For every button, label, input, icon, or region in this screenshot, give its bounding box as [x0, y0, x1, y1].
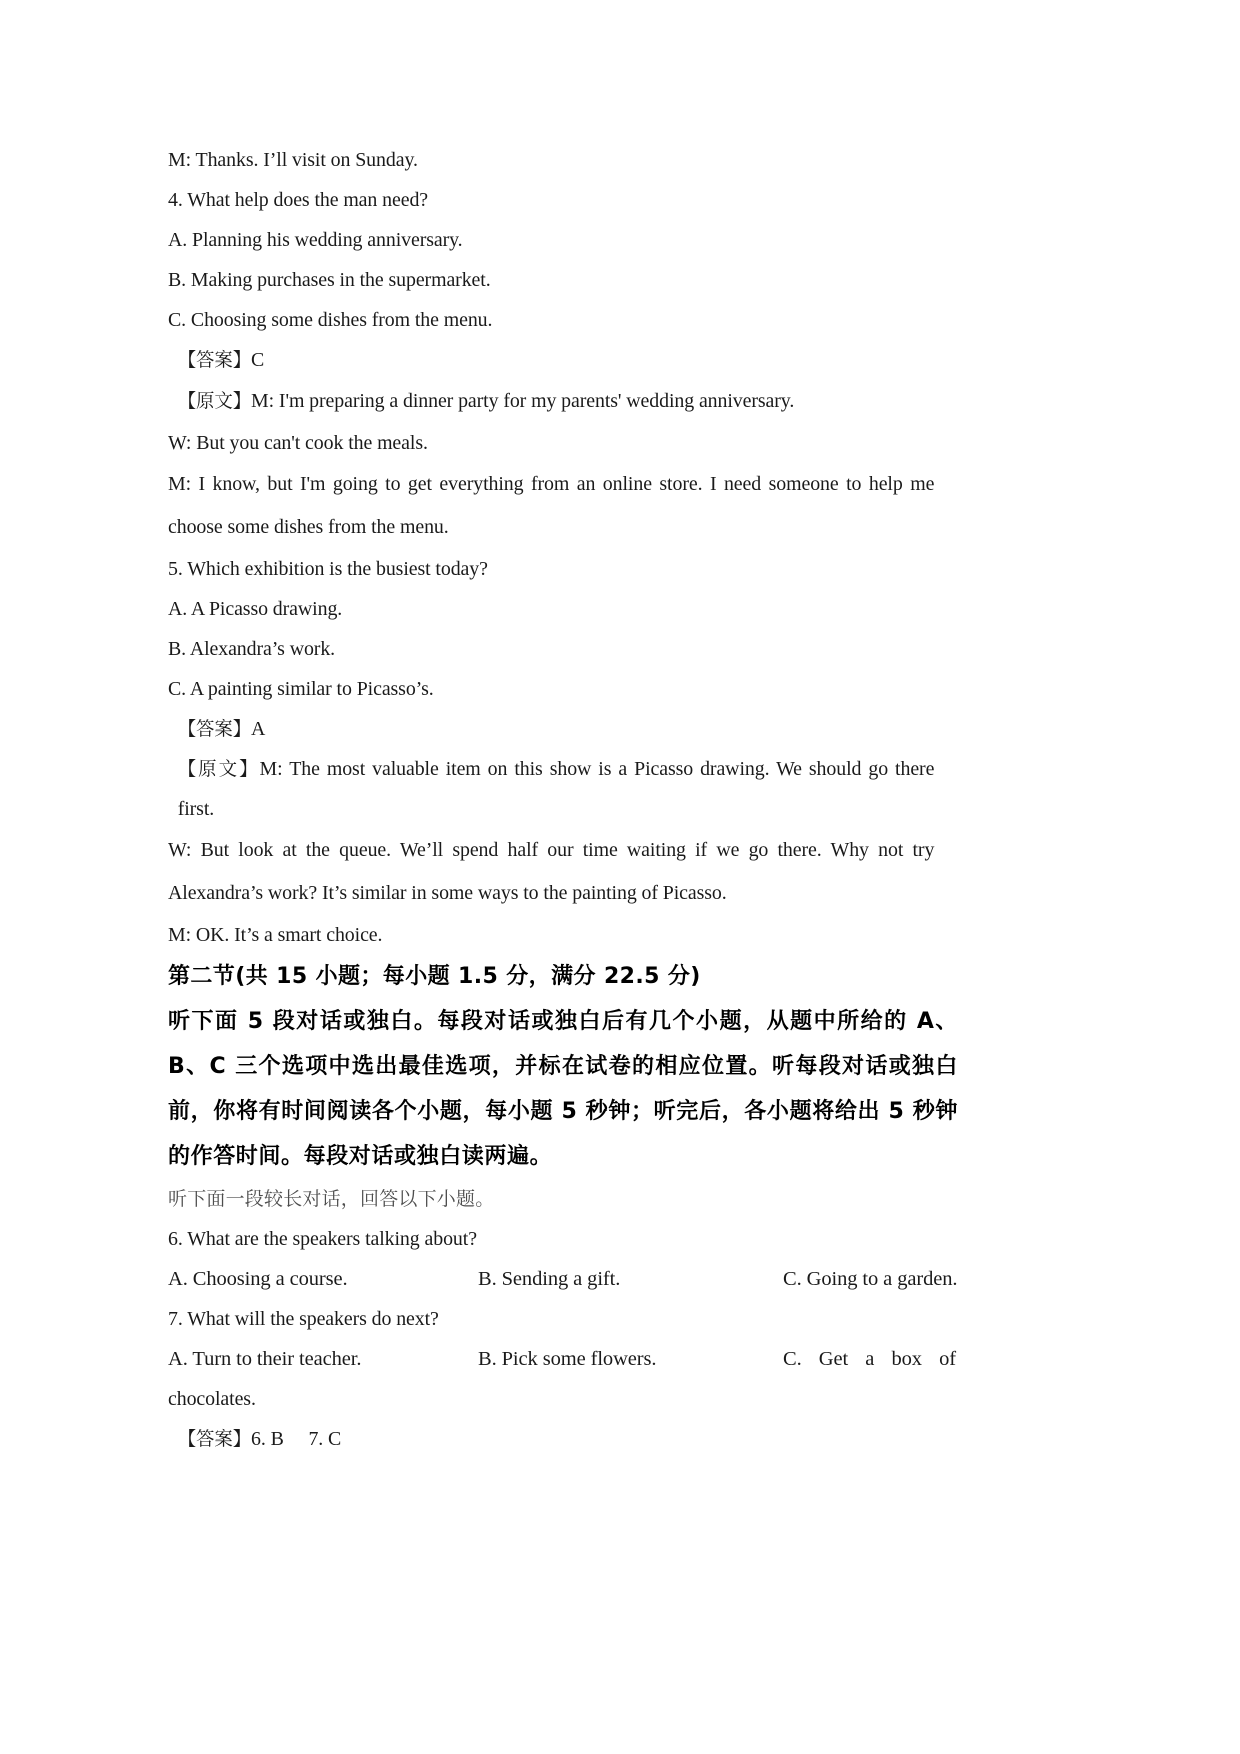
- question-7-option-c: [783, 1339, 958, 1379]
- question-5-option-c: C. A painting similar to Picasso’s.: [168, 678, 434, 700]
- question-7-option-b: B. Pick some flowers.: [478, 1348, 657, 1370]
- script-label: 【原文】: [177, 758, 260, 780]
- answer-value: 6. B 7. C: [251, 1428, 342, 1450]
- question-7-options: [168, 1339, 958, 1379]
- script-5-line-3: M: OK. It’s a smart choice.: [168, 924, 383, 946]
- section-heading: 第二节(共 15 小题；每小题 1.5 分，满分 22.5 分): [168, 964, 701, 989]
- answer-label: 【答案】: [177, 1428, 252, 1450]
- section-note: 听下面一段较长对话，回答以下小题。: [168, 1188, 495, 1210]
- question-5-stem: 5. Which exhibition is the busiest today?: [168, 558, 488, 580]
- answer-label: 【答案】: [177, 349, 252, 371]
- answer-5-row: [168, 709, 934, 749]
- question-4-option-a: A. Planning his wedding anniversary.: [168, 229, 463, 251]
- question-5-option-a: A. A Picasso drawing.: [168, 598, 343, 620]
- answer-value: A: [251, 718, 266, 740]
- dialogue-line: M: Thanks. I’ll visit on Sunday.: [168, 149, 418, 171]
- script-4-line-2: W: But you can't cook the meals.: [168, 432, 428, 454]
- option-c-marker: C.: [783, 1348, 802, 1370]
- option-c-word-4: of: [939, 1348, 956, 1370]
- script-4-line-3: M: I know, but I'm going to get everything from an online store. I need someone to help me choose some dishes from the menu.: [168, 473, 935, 538]
- question-6-option-b: B. Sending a gift.: [478, 1268, 621, 1290]
- question-7-option-a: A. Turn to their teacher.: [168, 1348, 362, 1370]
- question-7-stem: 7. What will the speakers do next?: [168, 1308, 439, 1330]
- question-6-options: [168, 1259, 958, 1299]
- script-4-row: [168, 380, 934, 423]
- question-6-option-a: A. Choosing a course.: [168, 1268, 348, 1290]
- script-text: M: The most valuable item on this show is a Picasso drawing. We should go there first.: [177, 758, 935, 820]
- option-c-word-2: a: [865, 1348, 875, 1370]
- question-4-stem: 4. What help does the man need?: [168, 189, 429, 211]
- option-c-word-3: box: [891, 1348, 922, 1370]
- question-6-option-c: C. Going to a garden.: [783, 1268, 958, 1290]
- script-5-row: [168, 749, 934, 829]
- answer-67-row: [168, 1419, 934, 1459]
- question-4-option-b: B. Making purchases in the supermarket.: [168, 269, 491, 291]
- answer-4-row: [168, 340, 934, 380]
- answer-label: 【答案】: [177, 718, 252, 740]
- question-5-option-b: B. Alexandra’s work.: [168, 638, 336, 660]
- option-c-word-1: Get: [818, 1348, 849, 1370]
- section-instructions: 听下面 5 段对话或独白。每段对话或独白后有几个小题，从题中所给的 A、B、C 三个选项中选出最佳选项，并标在试卷的相应位置。听每段对话或独白前，你将有时间阅读各个小题，每小题 5 秒钟；听完后，各小题将给出 5 秒钟的作答时间。每段对话或独白读两遍。: [168, 1009, 958, 1169]
- question-7-option-c-wrap: chocolates.: [168, 1388, 256, 1410]
- question-4-option-c: C. Choosing some dishes from the menu.: [168, 309, 493, 331]
- answer-value: C: [251, 349, 265, 371]
- script-text: M: I'm preparing a dinner party for my parents' wedding anniversary.: [251, 390, 795, 412]
- question-6-stem: 6. What are the speakers talking about?: [168, 1228, 477, 1250]
- script-label: 【原文】: [177, 390, 252, 412]
- script-5-line-2: W: But look at the queue. We’ll spend half our time waiting if we go there. Why not try Alexandra’s work? It’s similar in some ways to the painting of Picasso.: [168, 839, 935, 904]
- document-body: [168, 140, 958, 1459]
